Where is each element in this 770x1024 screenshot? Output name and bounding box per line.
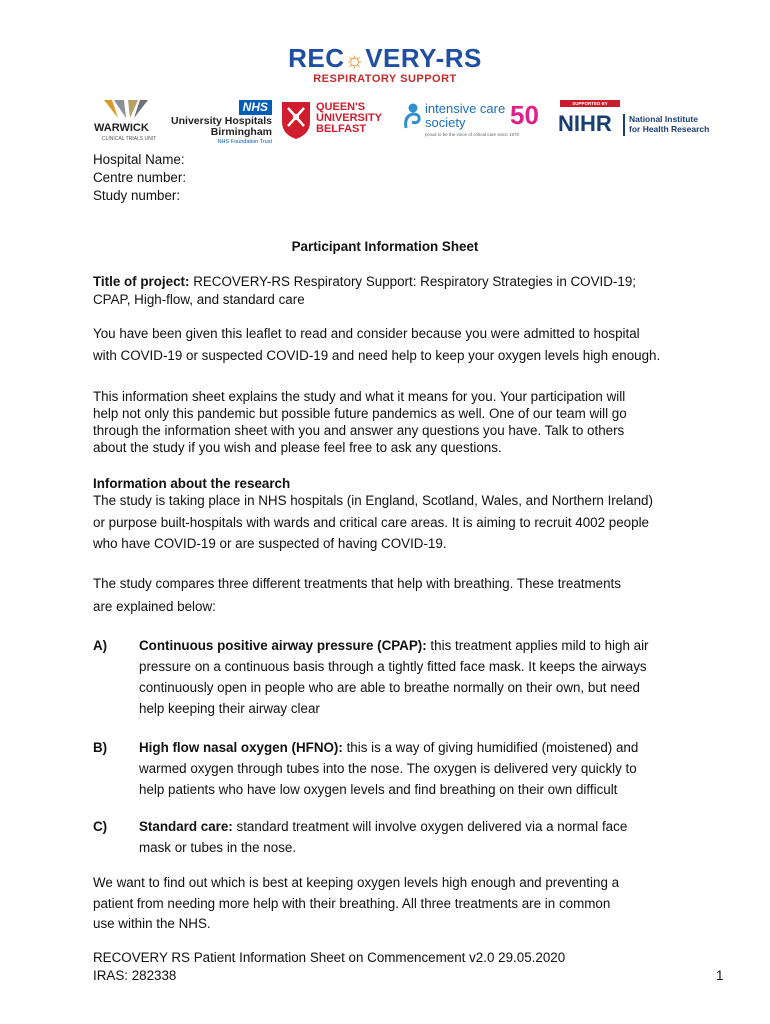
- p3-line2: or purpose built-hospitals with wards and critical care areas. It is aiming to recruit 4002 people: [93, 515, 649, 530]
- centre-number-field: Centre number:: [93, 170, 187, 185]
- list-item-label-c: C): [93, 819, 108, 834]
- p3-line1: The study is taking place in NHS hospitals (in England, Scotland, Wales, and Northern Ireland): [93, 493, 653, 508]
- page-title: Participant Information Sheet: [291, 239, 479, 254]
- cpap-desc2: pressure on a continuous basis through a tightly fitted face mask. It keeps the airways: [139, 659, 647, 674]
- brand-right: VERY-RS: [365, 43, 482, 73]
- shield-icon: [280, 100, 312, 140]
- qub-line2: UNIVERSITY: [316, 112, 383, 124]
- list-item-label-a: A): [93, 638, 108, 653]
- brand-left: REC: [288, 43, 345, 73]
- ics-name: [425, 102, 505, 130]
- cpap-term: Continuous positive airway pressure (CPAP):: [139, 638, 427, 653]
- nihr-text: [629, 114, 709, 134]
- list-item-c-line1: [139, 817, 683, 837]
- list-item: [93, 817, 683, 859]
- cpap-desc3: continuously open in people who are able to breathe normally on their own, but need: [139, 680, 640, 695]
- p1-line1: You have been given this leaflet to read and consider because you were admitted to hospital: [93, 326, 640, 341]
- qub-line3: BELFAST: [316, 123, 367, 135]
- list-item-body-b: [139, 738, 683, 800]
- list-item-body-a: [139, 636, 683, 719]
- sun-icon: ☼: [344, 47, 366, 72]
- nihr-line1: National Institute: [629, 114, 698, 124]
- p5-line1: We want to find out which is best at keeping oxygen levels high enough and preventing a: [93, 875, 620, 890]
- study-number-field: Study number:: [93, 188, 181, 203]
- list-item: [93, 636, 683, 720]
- ics-logo: [403, 101, 520, 146]
- footer-line2: IRAS: 282338: [93, 968, 177, 983]
- list-item-label-b: B): [93, 740, 108, 755]
- cpap-desc4: help keeping their airway clear: [139, 701, 320, 716]
- project-title-label: Title of project:: [93, 274, 190, 289]
- uhb-logo: [166, 98, 272, 148]
- uhb-line2: Birmingham: [210, 126, 272, 138]
- p1-line2: with COVID-19 or suspected COVID-19 and need help to keep your oxygen levels high enough.: [93, 348, 661, 363]
- cpap-desc1: this treatment applies mild to high air: [426, 638, 649, 653]
- nihr-line2: for Health Research: [629, 124, 710, 134]
- project-title-text2: CPAP, High-flow, and standard care: [93, 292, 305, 307]
- ics-person-icon: [403, 102, 423, 130]
- list-item-b-line1: [139, 738, 683, 758]
- ics-line1: intensive care: [425, 101, 506, 116]
- p2-line4: about the study if you wish and please feel free to ask any questions.: [93, 440, 502, 455]
- hfno-term: High flow nasal oxygen (HFNO):: [139, 740, 343, 755]
- brand-logo-recovery-rs: [0, 43, 770, 74]
- ics-tagline: proud to be the voice of critical care since 1970: [425, 132, 520, 137]
- nihr-supported-band: SUPPORTED BY: [560, 100, 620, 107]
- hfno-desc2: warmed oxygen through tubes into the nose. The oxygen is delivered very quickly to: [139, 761, 637, 776]
- project-title-text1: RECOVERY-RS Respiratory Support: Respiratory Strategies in COVID-19;: [189, 274, 636, 289]
- p2-line3: through the information sheet with you and answer any questions you have. Talk to others: [93, 423, 625, 438]
- warwick-logo: [90, 98, 160, 146]
- hospital-name-field: Hospital Name:: [93, 152, 185, 167]
- uhb-line1: University Hospitals: [171, 115, 272, 127]
- list-item-body-c: [139, 817, 683, 858]
- warwick-emblem-icon: [90, 98, 160, 122]
- qub-line1: QUEEN'S: [316, 101, 366, 113]
- warwick-wordmark: WARWICK: [94, 122, 149, 134]
- hfno-desc1: this is a way of giving humidified (moistened) and: [342, 740, 639, 755]
- warwick-subtitle: CLINICAL TRIALS UNIT: [102, 136, 157, 142]
- standard-care-term: Standard care:: [139, 819, 233, 834]
- ics-line2: society: [425, 115, 466, 130]
- page-number: 1: [716, 968, 724, 983]
- hfno-desc3: help patients who have low oxygen levels and find breathing on their own difficult: [139, 782, 618, 797]
- qub-name: [316, 102, 382, 135]
- nihr-logo: [558, 100, 718, 144]
- p4-line2: are explained below:: [93, 599, 216, 614]
- p5-line3: use within the NHS.: [93, 916, 211, 931]
- list-item-a-line1: [139, 636, 683, 656]
- brand-subtitle: RESPIRATORY SUPPORT: [313, 73, 457, 85]
- project-title: [93, 272, 693, 292]
- standard-care-desc1: standard treatment will involve oxygen delivered via a normal face: [232, 819, 628, 834]
- section-heading: Information about the research: [93, 476, 291, 491]
- nihr-wordmark: NIHR: [558, 111, 612, 136]
- nihr-divider: [623, 114, 625, 136]
- p2-line1: This information sheet explains the study and what it means for you. Your participation will: [93, 389, 626, 404]
- p5-line2: patient from needing more help with their breathing. All three treatments are in common: [93, 896, 611, 911]
- p2-line2: help not only this pandemic but possible future pandemics as well. One of our team will go: [93, 406, 627, 421]
- list-item: [93, 738, 683, 802]
- p4-line1: The study compares three different treatments that help with breathing. These treatments: [93, 576, 621, 591]
- uhb-line3: NHS Foundation Trust: [217, 139, 272, 145]
- fifty-years-logo: 50: [510, 100, 539, 130]
- qub-logo: [280, 100, 402, 144]
- p3-line3: who have COVID-19 or are suspected of having COVID-19.: [93, 536, 447, 551]
- standard-care-desc2: mask or tubes in the nose.: [139, 840, 297, 855]
- nhs-badge: NHS: [239, 100, 272, 115]
- footer-line1: RECOVERY RS Patient Information Sheet on Commencement v2.0 29.05.2020: [93, 950, 566, 965]
